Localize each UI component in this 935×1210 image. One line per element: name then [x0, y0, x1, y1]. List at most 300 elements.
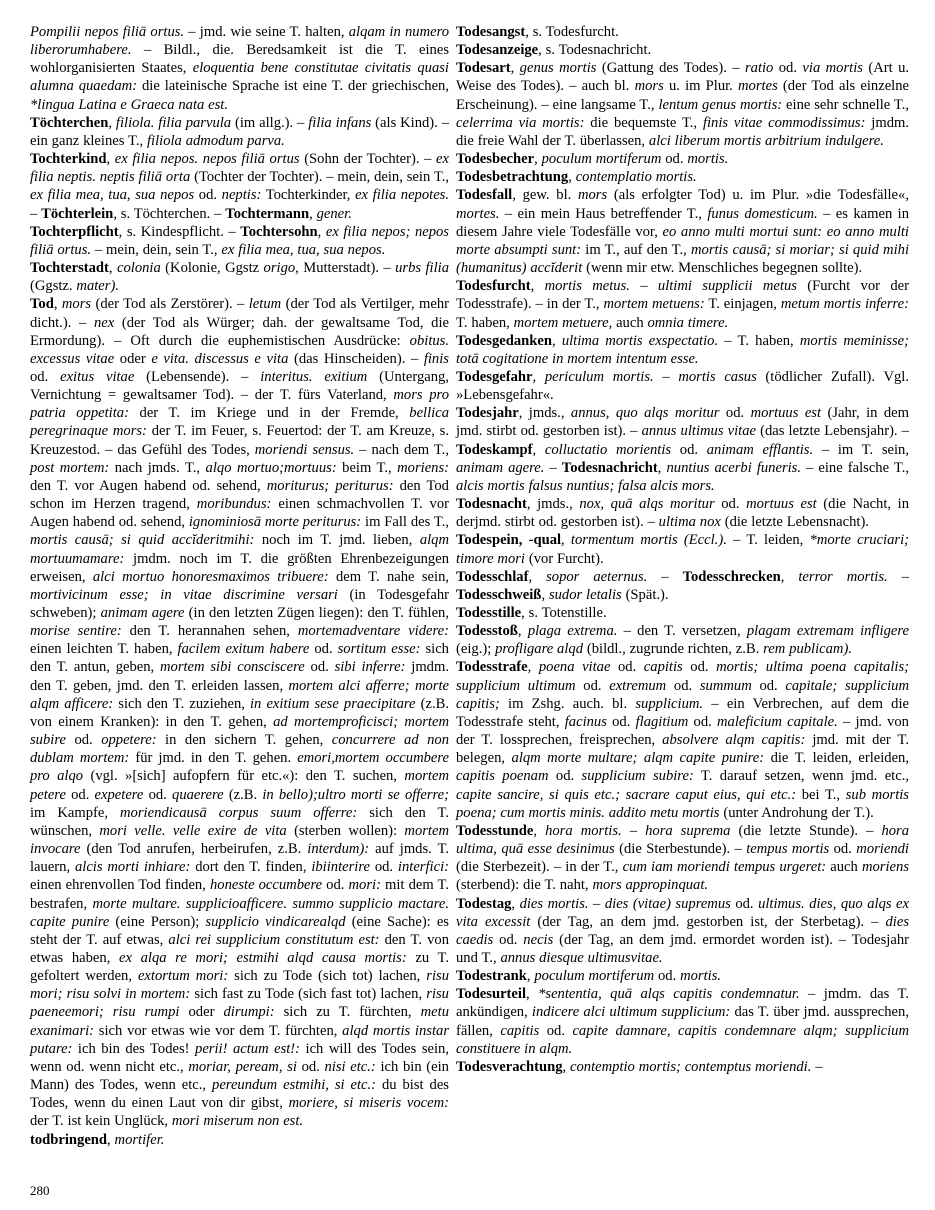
german-text: (der Tod als einzelne Erscheinung). – eine langsame T.,: [456, 78, 910, 113]
german-text: (in den letzten Zügen liegen): den T. fühlen,: [184, 605, 449, 621]
german-text: od.: [714, 496, 747, 513]
german-text: (eig.);: [456, 641, 496, 658]
german-text: od.: [666, 677, 700, 694]
german-text: , s. Todesnachricht.: [538, 42, 652, 59]
entry-todesanzeige: [456, 41, 909, 59]
german-text: die lateinische Sprache ist eine T. der griechischen,: [137, 78, 449, 95]
german-text: sich fast zu Tode (sich fast tot) lachen,: [190, 986, 427, 1003]
latin-phrase: annus diesque ultimusvitae.: [500, 949, 663, 966]
german-text: (als Kind). – ein ganz kleines T.,: [30, 114, 449, 149]
headword: Tochtermann: [225, 205, 310, 222]
german-text: auch: [612, 314, 648, 331]
german-text: (wenn mir etw. Menschliches begegnen sollte).: [582, 260, 863, 277]
german-text: der T. ist kein Unglück,: [30, 1113, 172, 1130]
latin-phrase: ultimus. dies, quo alqs ex vita excessit: [456, 895, 909, 930]
german-text: ,: [510, 60, 520, 77]
latin-phrase: animam efflantis.: [706, 441, 814, 458]
latin-phrase: mori:: [348, 877, 381, 894]
german-text: ,: [780, 568, 799, 585]
latin-phrase: moribundus:: [196, 496, 272, 513]
german-text: – ein Verbrechen, auf dem die Todesstrafe steht,: [456, 695, 909, 730]
german-text: ,: [517, 623, 528, 640]
german-text: (Ggstz.: [30, 278, 77, 295]
entry-todesstrafe: [456, 658, 909, 821]
german-text: sich vor etwas wie vor dem T. fürchten,: [94, 1022, 343, 1039]
latin-phrase: ad mortemproficisci; mortem subire: [30, 713, 449, 749]
entry-todesgefahr: [456, 368, 909, 404]
headword: Todesschlaf: [456, 568, 529, 585]
german-text: od.: [730, 895, 759, 912]
german-text: – den T. versetzen,: [617, 623, 747, 640]
latin-phrase: mortis meminisse; totā cogitatione in mortem intentum esse.: [456, 332, 910, 367]
latin-phrase: plaga extrema.: [527, 623, 618, 640]
headword: Todesfall: [456, 187, 513, 204]
german-text: od.: [65, 786, 95, 803]
entry-todesfurcht: [456, 277, 909, 331]
left-column: [30, 23, 449, 1149]
german-text: einen ehrenvollen Tod finden,: [30, 877, 210, 894]
german-text: (Art u. Weise des Todes). – auch bl.: [456, 60, 910, 95]
latin-phrase: capitis: [643, 659, 683, 676]
entry-todesjahr: [456, 404, 909, 495]
latin-phrase: mortem invocare: [30, 822, 450, 858]
headword: Todestrank: [456, 968, 527, 985]
latin-phrase: ex filia neptis. neptis filiā orta: [30, 151, 449, 186]
headword: Todesgefahr: [456, 368, 533, 385]
latin-phrase: honeste occumbere: [209, 877, 323, 894]
latin-phrase: periculum mortis.: [544, 368, 654, 385]
german-text: od.: [682, 659, 717, 676]
german-text: im Zshg. auch. bl.: [499, 695, 636, 712]
latin-phrase: capitis poenam: [456, 768, 549, 785]
german-text: od.: [751, 677, 786, 694]
latin-phrase: *sententia, quā alqs capitis condemnatur.: [538, 986, 800, 1003]
german-text: (die Sterbestunde). –: [614, 841, 747, 858]
entry-todestrank: [456, 967, 909, 985]
latin-phrase: obitus. excessus vitae: [30, 332, 449, 367]
entry-todbringend: [30, 1131, 449, 1149]
german-text: , s. Kindespflicht. –: [118, 223, 241, 240]
german-text: sich zu Tode (sich tot) lachen,: [228, 968, 427, 985]
german-text: nach jmds. T.,: [109, 459, 206, 476]
german-text: –: [811, 1058, 823, 1075]
latin-phrase: sub mortis poena; cum mortis minis. addito metu mortis: [456, 786, 909, 821]
latin-phrase: mortivicinum esse; in vitae discrimine versari: [30, 586, 338, 603]
latin-phrase: terror mortis.: [798, 568, 888, 585]
latin-phrase: mortes.: [456, 205, 500, 222]
german-text: die T. leiden, erleiden,: [764, 750, 910, 767]
german-text: (die letzte Lebensnacht).: [720, 514, 869, 531]
german-text: ,: [106, 151, 115, 168]
latin-phrase: funus domesticum.: [707, 205, 818, 222]
german-text: (im allg.). –: [231, 114, 309, 131]
german-text: (Jahr, in dem jmd. stirbt od. gestorben ist). –: [456, 405, 910, 440]
german-text: od.: [829, 841, 857, 858]
german-text: (Lebensende). –: [134, 368, 261, 385]
latin-phrase: finis vitae commodissimus:: [702, 114, 866, 131]
german-text: (der Tag, an dem jmd. gestorben ist, der Sterbetag). –: [530, 913, 886, 930]
latin-phrase: risu paeneemori; risu rumpi: [30, 986, 449, 1021]
latin-phrase: alqm mortuumamare:: [30, 532, 449, 567]
entry-todestag: [456, 895, 909, 968]
headword: Todesart: [456, 60, 511, 77]
latin-phrase: ex filia mea, tua, sua nepos.: [221, 241, 386, 258]
latin-phrase: dies mortis.: [519, 895, 589, 912]
german-text: (das Hinscheiden). –: [288, 350, 424, 367]
entry-todesnacht: [456, 495, 909, 531]
german-text: – jmd. von der T. lossprechen, freisprechen,: [456, 713, 909, 749]
german-text: eine sehr schnelle T.,: [782, 96, 909, 113]
latin-phrase: urbs filia: [395, 260, 449, 277]
entry-tod: [30, 295, 449, 1130]
latin-phrase: mortemadventare videre:: [297, 623, 449, 640]
latin-phrase: mors appropinquat.: [592, 877, 709, 894]
german-text: jmd. mit der T. belegen,: [456, 732, 910, 767]
latin-phrase: perii! actum est!:: [195, 1040, 301, 1057]
german-text: sich den T. wünschen,: [30, 804, 449, 839]
german-text: od.: [688, 713, 718, 730]
latin-phrase: necis: [523, 931, 554, 948]
latin-phrase: flagitium: [635, 713, 689, 730]
latin-phrase: ex filia nepos. nepos filiā ortus: [114, 151, 300, 168]
german-text: sich zu T. fürchten,: [274, 1004, 421, 1021]
latin-phrase: alqam in numero liberorumhabere.: [30, 24, 450, 59]
german-text: od.: [143, 786, 173, 803]
german-text: T. darauf setzen, wenn jmd. etc.,: [693, 768, 909, 785]
latin-phrase: supplicio vindicarealqd: [205, 913, 346, 930]
latin-phrase: capite sancire, si quis etc.; sacrare caput eius, qui etc.:: [456, 786, 797, 803]
german-text: – Bildl., die. Beredsamkeit ist die T. eines wohlorganisierten Staates,: [30, 42, 449, 77]
latin-phrase: dirumpi:: [223, 1004, 275, 1021]
latin-phrase: animam agere: [100, 605, 185, 621]
latin-phrase: genus mortis: [519, 60, 597, 77]
latin-phrase: morte multare. supplicioafficere. summo supplicio mactare. capite punire: [30, 895, 449, 930]
german-text: den T. vor Augen habend od. sehend,: [30, 477, 267, 494]
german-text: beim T.,: [336, 459, 398, 476]
headword: Töchterlein: [41, 205, 114, 222]
german-text: od.: [322, 877, 349, 894]
headword: Todesjahr: [456, 405, 519, 422]
german-text: (z.B.: [223, 786, 263, 803]
german-text: ,: [532, 368, 545, 385]
latin-phrase: quaerere: [172, 786, 224, 803]
german-text: ,: [562, 1058, 570, 1075]
latin-phrase: capitale; supplicium capitis;: [456, 677, 909, 712]
german-text: (Gattung des Todes). –: [596, 60, 745, 77]
latin-phrase: supplicium.: [635, 695, 704, 712]
german-text: – jmd. wie seine T. halten,: [184, 24, 349, 40]
latin-phrase: hora ultima, quā esse desinimus: [456, 822, 910, 858]
german-text: , s. Totenstille.: [521, 605, 607, 621]
headword: Todesschrecken: [682, 568, 781, 585]
latin-phrase: annus ultimus vitae: [641, 423, 756, 440]
german-text: ,: [657, 459, 667, 476]
german-text: ich bin (ein Mann) des Todes, wenn etc.,: [30, 1058, 449, 1094]
latin-phrase: filiola admodum parva.: [146, 132, 285, 149]
german-text: – eine falsche T.,: [801, 459, 909, 476]
german-text: der T. im Kriege und in der Fremde,: [128, 405, 410, 422]
german-text: od.: [296, 1058, 325, 1075]
german-text: –: [629, 278, 658, 295]
german-text: od.: [309, 641, 338, 658]
entry-todesstunde: [456, 822, 909, 895]
latin-phrase: profligare alqd: [495, 641, 584, 658]
latin-phrase: hora suprema: [645, 822, 731, 839]
german-text: einen schmachvollen T. vor Augen habend od. sehend,: [30, 496, 449, 531]
latin-phrase: via mortis: [802, 60, 863, 77]
latin-phrase: supplicium subire:: [581, 768, 694, 785]
latin-phrase: eloquentia bene constitutae civitatis quasi alumna quaedam:: [30, 60, 449, 95]
german-text: (der Tod als Vertilger, mehr dicht.). –: [30, 296, 450, 331]
german-text: ,: [533, 822, 546, 839]
german-text: od.: [773, 60, 803, 77]
german-text: , s. Todesfurcht.: [525, 24, 619, 40]
german-text: – nach dem T.,: [354, 441, 449, 458]
latin-phrase: indicere alci ultimum supplicium:: [531, 1004, 731, 1021]
latin-phrase: moriturus; periturus:: [266, 477, 394, 494]
two-column-text-block: [30, 23, 909, 1149]
headword: Tochterkind: [30, 151, 107, 168]
entry-todespein: [456, 531, 909, 567]
latin-phrase: extortum mori:: [137, 968, 229, 985]
latin-phrase: ultimi supplicii metus: [657, 278, 797, 295]
latin-phrase: mortis metus.: [544, 278, 630, 295]
latin-phrase: alqd mortis instar putare:: [30, 1022, 449, 1057]
german-text: (vgl. »[sich] aufopfern für etc.«): den T. suchen,: [83, 768, 405, 785]
german-text: (die Nacht, in derjmd. stirbt od. gestorben ist). –: [456, 496, 909, 531]
latin-phrase: mortem metuens:: [603, 296, 705, 313]
headword: Todesanzeige: [456, 42, 539, 59]
right-column: [456, 23, 909, 1076]
german-text: ,: [526, 986, 539, 1003]
german-text: , gew. bl.: [512, 187, 578, 204]
german-text: ,: [107, 1131, 115, 1148]
german-text: die bequemste T.,: [584, 114, 703, 131]
headword: Tod: [30, 296, 54, 313]
german-text: od.: [539, 1022, 573, 1039]
german-text: bei T.,: [796, 786, 846, 803]
latin-phrase: mors: [577, 187, 608, 204]
latin-phrase: interdum):: [307, 841, 370, 858]
german-text: noch im T. jmd. lieben,: [254, 532, 420, 549]
latin-phrase: poculum mortiferum: [534, 968, 655, 985]
entry-todesurteil: [456, 985, 909, 1058]
german-text: jmdm. die freie Wahl der T. überlassen,: [456, 114, 909, 149]
german-text: –: [544, 459, 562, 476]
entry-todesgedanken: [456, 332, 909, 368]
latin-phrase: Pompilii nepos filiā ortus.: [30, 24, 185, 40]
latin-phrase: metum mortis inferre:: [780, 296, 909, 313]
latin-phrase: tempus mortis: [746, 841, 830, 858]
headword: Todesstille: [456, 605, 522, 621]
headword: Tochterstadt: [30, 260, 109, 277]
latin-phrase: plagam extremam infligere: [746, 623, 909, 640]
latin-phrase: finis: [423, 350, 449, 367]
german-text: für jmd. in den T. gehen.: [129, 750, 298, 767]
latin-phrase: omnia timere.: [647, 314, 729, 331]
german-text: (unter Androhung der T.).: [719, 804, 874, 821]
latin-phrase: gener.: [316, 205, 352, 222]
latin-phrase: tormentum mortis (Eccl.).: [570, 532, 727, 549]
latin-phrase: letum: [248, 296, 282, 313]
latin-phrase: mortuus est: [750, 405, 822, 422]
german-text: (die letzte Stunde). –: [730, 822, 882, 839]
latin-phrase: sibi inferre:: [334, 659, 406, 676]
german-text: (vor Furcht).: [524, 550, 604, 567]
german-text: T. einjagen,: [704, 296, 781, 313]
latin-phrase: nox, quā alqs moritur: [579, 496, 715, 513]
latin-phrase: alcis morti inhiare:: [74, 859, 191, 876]
german-text: od.: [548, 768, 582, 785]
latin-phrase: nuntius acerbi funeris.: [666, 459, 802, 476]
german-text: –: [588, 895, 605, 912]
latin-phrase: concurrere ad non dublam mortem:: [30, 732, 449, 767]
german-text: (z.B. von einem Kranken): in den T. gehen,: [30, 695, 450, 730]
latin-phrase: rem publicam).: [763, 641, 852, 658]
latin-phrase: moriendi sensus.: [254, 441, 355, 458]
latin-phrase: neptis:: [221, 187, 262, 204]
german-text: (der Tod als Würger; dah. der gewaltsame Tod, die Ermordung). – Oft durch die euphemistischen Ausdrücke:: [30, 314, 449, 349]
headword: Töchterchen: [30, 114, 109, 131]
german-text: od.: [493, 931, 524, 948]
latin-phrase: e vita. discessus e vita: [151, 350, 289, 367]
latin-phrase: in bello);ultro morti se offerre;: [262, 786, 449, 803]
german-text: – es kamen in diesem Jahre viele Todesfälle vor,: [456, 205, 909, 240]
entry-todesverachtung: [456, 1058, 909, 1076]
headword: Todesurteil: [456, 986, 527, 1003]
latin-phrase: ex filia nepos; nepos filiā ortus.: [30, 223, 449, 258]
entry-toechterchen: [30, 114, 449, 150]
latin-phrase: moriens:: [397, 459, 450, 476]
german-text: im Fall des T.,: [361, 514, 449, 531]
latin-phrase: maleficium capitale.: [717, 713, 838, 730]
latin-phrase: dies (vitae) supremus: [604, 895, 731, 912]
latin-phrase: oppetere:: [101, 732, 157, 749]
entry-todesfall: [456, 186, 909, 277]
german-text: od.: [671, 441, 707, 458]
german-text: ,: [534, 151, 542, 168]
latin-phrase: alci rei supplicium constitutum est:: [168, 931, 380, 948]
latin-phrase: colonia: [116, 260, 161, 277]
latin-phrase: emori,mortem occumbere pro alqo: [30, 750, 450, 785]
german-text: sich den T. zuziehen,: [113, 695, 250, 712]
latin-phrase: ultima nox: [658, 514, 721, 531]
german-text: (Untergang, Vernichtung = gewaltsamer Tod). – der T. fürs Vaterland,: [30, 368, 449, 404]
german-text: , jmds.,: [518, 405, 571, 422]
headword: Todesnacht: [456, 496, 527, 513]
headword: Todesgedanken: [456, 332, 552, 349]
german-text: od.: [65, 732, 102, 749]
german-text: (in Todesgefahr schweben);: [30, 586, 449, 621]
german-text: (Spät.).: [621, 586, 669, 603]
headword: Todeskampf: [456, 441, 533, 458]
german-text: Mutterstadt). –: [298, 260, 396, 277]
latin-phrase: facinus: [564, 713, 607, 730]
latin-phrase: mortem petere: [30, 768, 449, 803]
latin-phrase: moriendicausā corpus suum offerre:: [120, 804, 358, 821]
german-text: oder: [114, 350, 152, 367]
german-text: od.: [719, 405, 751, 422]
latin-phrase: poculum mortiferum: [541, 151, 662, 168]
german-text: (Furcht vor der Todesstrafe). – in der T.,: [456, 278, 909, 313]
latin-phrase: mortis.: [687, 151, 729, 168]
german-text: (das letzte Lebensjahr). –: [756, 423, 909, 440]
german-text: –: [887, 568, 909, 585]
german-text: T. haben,: [456, 314, 514, 331]
german-text: – T. leiden,: [726, 532, 810, 549]
entry-todesangst: [456, 23, 909, 41]
headword: Todesstunde: [456, 822, 534, 839]
german-text: od.: [654, 968, 681, 985]
latin-phrase: filiola. filia parvula: [115, 114, 232, 131]
german-text: – T. haben,: [718, 332, 800, 349]
latin-phrase: mors: [61, 296, 92, 313]
latin-phrase: nisi etc.:: [324, 1058, 376, 1075]
german-text: ,: [528, 568, 547, 585]
german-text: (sterben wollen):: [286, 822, 405, 839]
german-text: ,: [568, 169, 576, 186]
german-text: od.: [661, 151, 688, 168]
latin-phrase: ex filia mea, tua, sua nepos: [30, 187, 195, 204]
latin-phrase: eo anno multi mortui sunt: eo anno multi morte absumpti sunt:: [456, 223, 909, 258]
german-text: –: [621, 822, 646, 839]
german-text: ich bin des Todes!: [72, 1040, 196, 1057]
german-text: od.: [369, 859, 398, 876]
latin-phrase: ibiinterire: [311, 859, 370, 876]
latin-phrase: absolvere alqm capitis:: [662, 732, 806, 749]
entry-todesbecher: [456, 150, 909, 168]
german-text: (eine Sache): es steht der T. auf etwas,: [30, 913, 449, 948]
german-text: der T. im Feuer, s. Feuertod: der T. am Kreuze, s. Kreuzestod. – das Gefühl des Todes,: [30, 423, 449, 458]
latin-phrase: in exitium sese praecipitare: [250, 695, 416, 712]
german-text: (Kolonie, Ggstz: [160, 260, 264, 277]
german-text: (Sohn der Tochter). –: [299, 151, 437, 168]
headword: Todesstoß: [456, 623, 518, 640]
german-text: jmdm. den T. geben, jmd. den T. erleiden lassen,: [30, 659, 449, 694]
entry-tochter-continuation: [30, 23, 449, 114]
german-text: – mein, dein, sein T.,: [91, 241, 222, 258]
latin-phrase: interfici:: [397, 859, 449, 876]
headword: Todesbetrachtung: [456, 169, 569, 186]
german-text: ,: [309, 205, 317, 222]
german-text: den Tod schon im Herzen tragend,: [30, 477, 449, 513]
latin-phrase: sudor letalis: [548, 586, 622, 603]
headword: Todesangst: [456, 24, 526, 40]
german-text: einen leichten T. haben,: [30, 641, 178, 658]
german-text: (den Tod anrufen, herbeirufen, z.B.: [80, 841, 308, 858]
latin-phrase: mortem metuere,: [513, 314, 613, 331]
german-text: (Tochter der Tochter). – mein, dein, sein T.,: [190, 169, 450, 186]
german-text: ,: [511, 895, 520, 912]
latin-phrase: moriens: [861, 859, 909, 876]
german-text: den T. von etwas haben,: [30, 931, 449, 966]
latin-phrase: capite damnare, capitis condemnare alqm; supplicium constituere in alqm.: [456, 1022, 909, 1057]
latin-phrase: origo,: [263, 260, 299, 277]
german-text: mit dem T. bestrafen,: [30, 877, 449, 912]
latin-phrase: alqo mortuo;mortuus:: [205, 459, 337, 476]
latin-phrase: poena vitae: [538, 659, 611, 676]
latin-phrase: pereundum estmihi, si etc.:: [212, 1077, 377, 1094]
german-text: im T., auf den T.,: [581, 241, 691, 258]
german-text: Tochterkinder,: [261, 187, 356, 204]
latin-phrase: ratio: [744, 60, 774, 77]
latin-phrase: alcis mortis falsus nuntius; falsa alcis mors.: [456, 477, 715, 494]
latin-phrase: mortis causā; si quid accĭderitmihi:: [30, 532, 255, 549]
latin-phrase: mortis casus: [678, 368, 757, 385]
german-text: ,: [108, 114, 116, 131]
latin-phrase: mors pro patria oppetita:: [30, 387, 449, 422]
latin-phrase: alqm morte multare; alqm capite punire:: [511, 750, 765, 767]
